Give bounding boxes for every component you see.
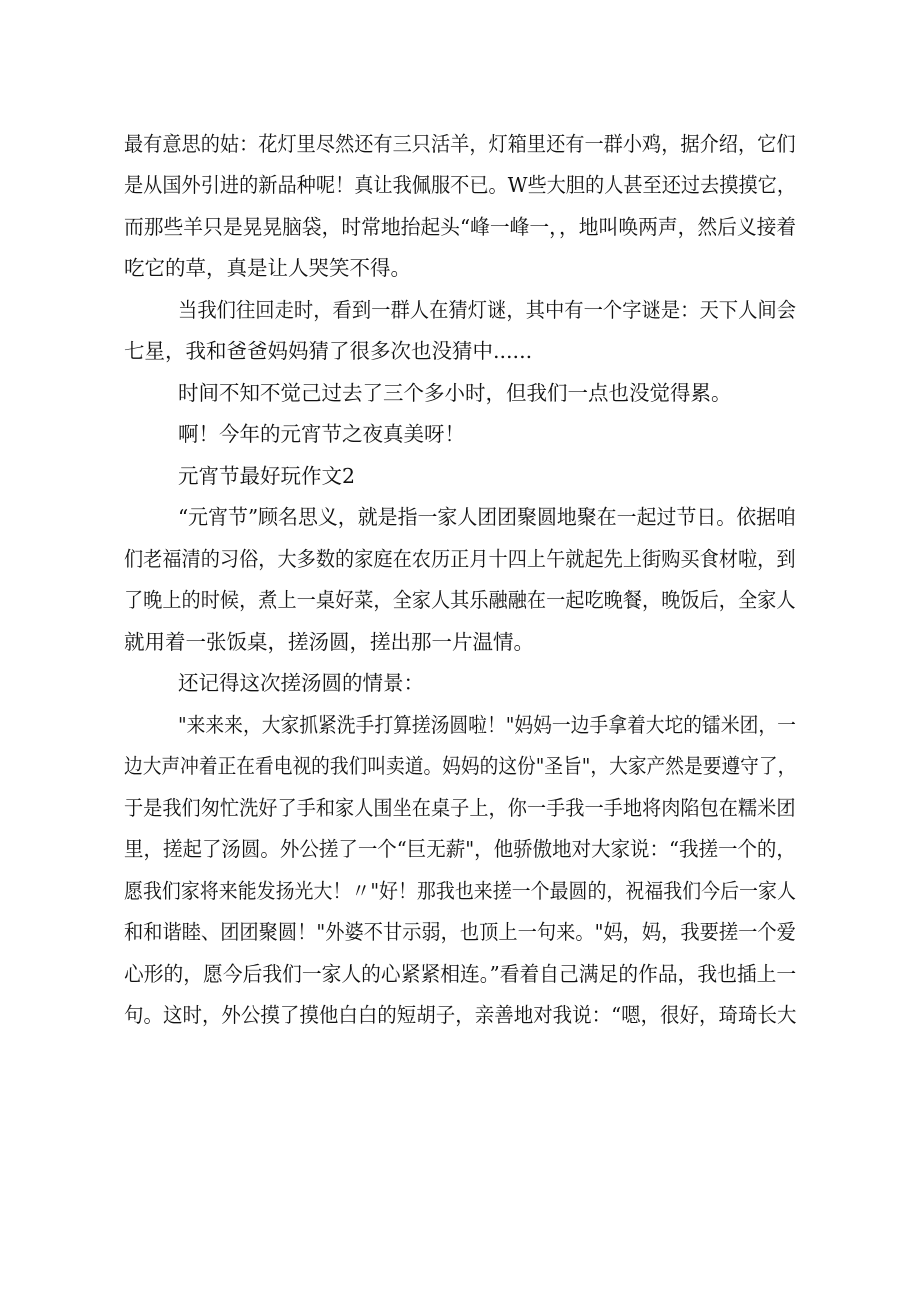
- text-line: 七星，我和爸爸妈妈猜了很多次也没猜中......: [124, 339, 533, 363]
- text-line: 就用着一张饭桌，搓汤圆，搓出那一片温情。: [124, 630, 534, 654]
- text-line: 句。这时，外公摸了摸他白白的短胡子，亲善地对我说：“嗯，很好，琦琦长大: [124, 1003, 797, 1027]
- text-line: 吃它的草，真是让人哭笑不得。: [124, 256, 411, 280]
- section-heading: 元宵节最好玩作文2: [178, 464, 356, 488]
- text-line: 了晚上的时候，煮上一桌好菜，全家人其乐融融在一起吃晚餐，晚饭后，全家人: [124, 588, 796, 612]
- text-line: 当我们往回走时，看到一群人在猜灯谜，其中有一个字谜是：天下人间会: [178, 298, 797, 322]
- text-line: 还记得这次搓汤圆的情景：: [178, 671, 424, 695]
- text-line: 是从国外引进的新品种呢！真让我佩服不已。W些大胆的人甚至还过去摸摸它，: [124, 173, 797, 197]
- text-line: 里，搓起了汤圆。外公搓了一个“巨无薪"，他骄傲地对大家说：“我搓一个的，: [124, 837, 796, 861]
- text-line: 和和谐睦、团团聚圆！"外婆不甘示弱，也顶上一句来。"妈，妈，我要搓一个爱: [124, 920, 796, 944]
- text-line: 时间不知不觉己过去了三个多小时，但我们一点也没觉得累。: [178, 381, 732, 405]
- text-line: "来来来，大家抓紧洗手打算搓汤圆啦！"妈妈一边手拿着大坨的镭米团，一: [178, 713, 796, 737]
- text-line: 心形的，愿今后我们一家人的心紧紧相连。”看着自己满足的作品，我也插上一: [124, 962, 797, 986]
- text-line: 啊！今年的元宵节之夜真美呀！: [178, 422, 465, 446]
- text-line: 们老福清的习俗，大多数的家庭在农历正月十四上午就起先上街购买食材啦，到: [124, 547, 796, 571]
- text-line: 而那些羊只是晃晃脑袋，时常地抬起头“峰一峰一，，地叫唤两声，然后义接着: [124, 215, 797, 239]
- text-line: 最有意思的姑：花灯里尽然还有三只活羊，灯箱里还有一群小鸡，据介绍，它们: [124, 132, 796, 156]
- text-line: 于是我们匆忙洗好了手和家人围坐在桌子上，你一手我一手地将肉陷包在糯米团: [124, 796, 796, 820]
- text-line: 愿我们家将来能发扬光大！〃"好！那我也来搓一个最圆的，祝福我们今后一家人: [124, 879, 796, 903]
- text-line: “元宵节”顾名思义，就是指一家人团团聚圆地聚在一起过节日。依据咱: [178, 505, 796, 529]
- text-line: 边大声冲着正在看电视的我们叫卖道。妈妈的这份"圣旨"，大家产然是要遵守了，: [124, 754, 797, 778]
